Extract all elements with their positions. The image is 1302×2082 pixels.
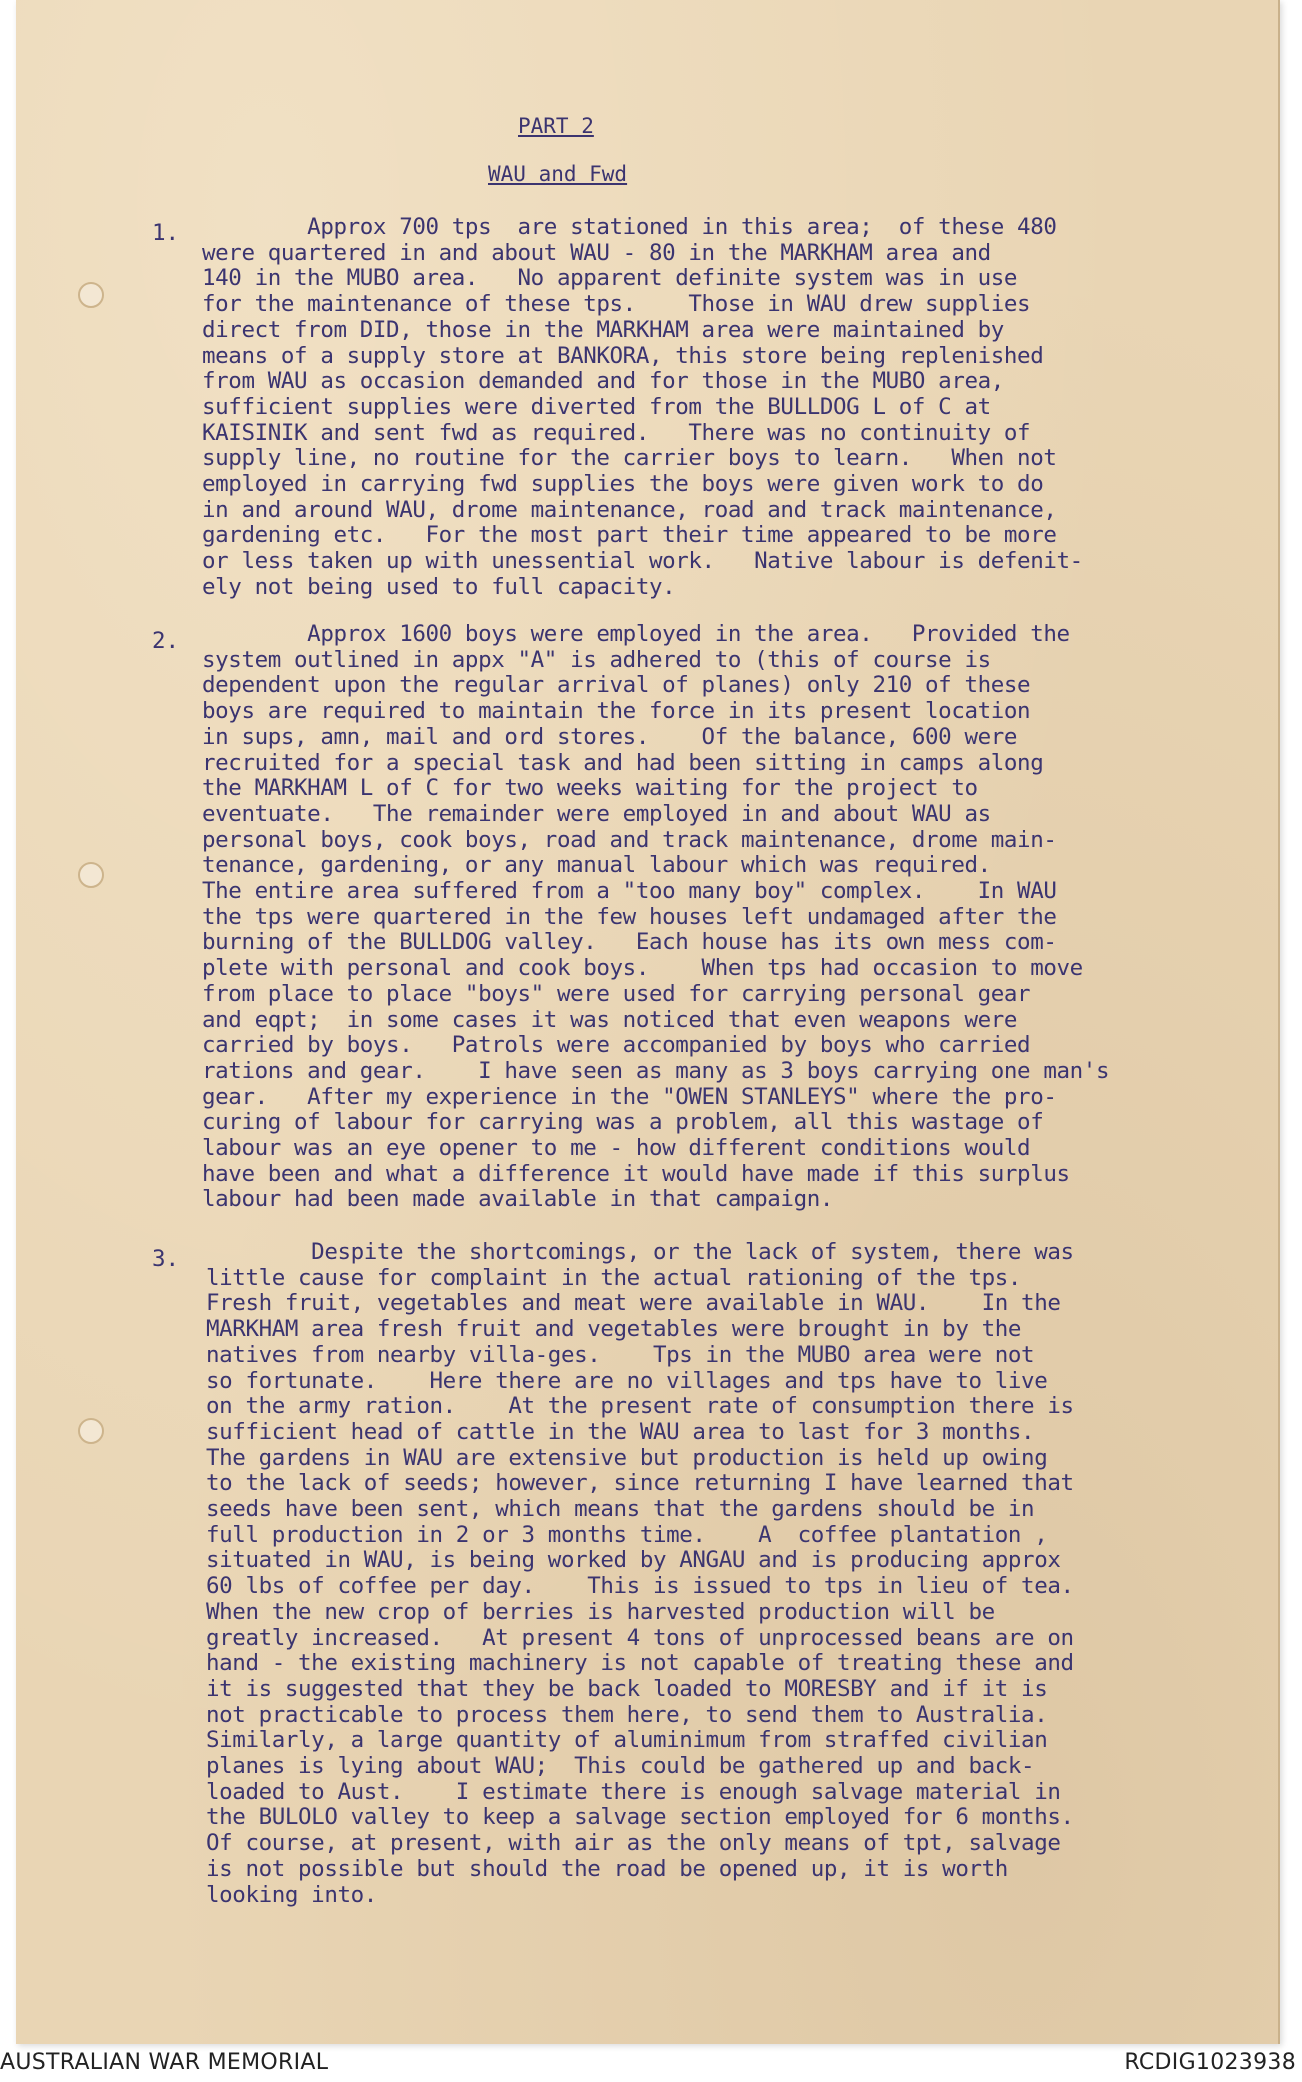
punch-hole — [78, 1418, 104, 1444]
paragraph-1-text: Approx 700 tps are stationed in this area; of these 480 were quartered in and about WAU - 80 in the MARKHAM area and 140 in the MUBO area. No apparent definite system was in use for the maintenance of these tps. Those in WAU drew supplies direct from DID, those in the MARKHAM area were maintained by means of a supply store at BANKORA, this store being replenished from WAU as occasion demanded and for those in the MUBO area, sufficient supplies were diverted from the BULLDOG L of C at KAISINIK and sent fwd as required. There was no continuity of supply line, no routine for the carrier boys to learn. When not employed in carrying fwd supplies the boys were given work to do in and around WAU, drome maintenance, road and track maintenance, gardening etc. For the most part their time appeared to be more or less taken up with unessential work. Native labour is defenit- ely not being used to full capacity. — [202, 214, 1083, 600]
paragraph-2-text: Approx 1600 boys were employed in the area. Provided the system outlined in appx "A" is adhered to (this of course is dependent upon the regular arrival of planes) only 210 of these boys are required to maintain the force in its present location in sups, amn, mail and ord stores. Of the balance, 600 were recruited for a special task and had been sitting in camps along the MARKHAM L of C for two weeks waiting for the project to eventuate. The remainder were employed in and about WAU as personal boys, cook boys, road and track maintenance, drome main- tenance, gardening, or any manual labour which was required. The entire area suffered from a "too many boy" complex. In WAU the tps were quartered in the few houses left undamaged after the burning of the BULLDOG valley. Each house has its own mess com- plete with personal and cook boys. When tps had occasion to move from place to place "boys" were used for carrying personal gear and eqpt; in some cases it was noticed that even weapons were carried by boys. Patrols were accompanied by boys who carried rations and gear. I have seen as many as 3 boys carrying one man's gear. After my experience in the "OWEN STANLEYS" where the pro- curing of labour for carrying was a problem, all this wastage of labour was an eye opener to me - how different conditions would have been and what a difference it would have made if this surplus labour had been made available in that campaign. — [202, 621, 1110, 1213]
footer-reference-id: RCDIG1023938 — [1124, 2050, 1296, 2075]
punch-hole — [78, 862, 104, 888]
document-paper — [16, 0, 1280, 2044]
paragraph-2-number: 2. — [152, 628, 180, 654]
paragraph-1-number: 1. — [152, 220, 180, 246]
paragraph-3-number: 3. — [152, 1246, 180, 1272]
paragraph-3-text: Despite the shortcomings, or the lack of system, there was little cause for complaint in the actual rationing of the tps. Fresh fruit, vegetables and meat were available in WAU. In the MARKHAM area fresh fruit and vegetables were brought in by the natives from nearby villa-ges. Tps in the MUBO area were not so fortunate. Here there are no villages and tps have to live on the army ration. At the present rate of consumption there is sufficient head of cattle in the WAU area to last for 3 months. The gardens in WAU are extensive but production is held up owing to the lack of seeds; however, since returning I have learned that seeds have been sent, which means that the gardens should be in full production in 2 or 3 months time. A coffee plantation , situated in WAU, is being worked by ANGAU and is producing approx 60 lbs of coffee per day. This is issued to tps in lieu of tea. When the new crop of berries is harvested production will be greatly increased. At present 4 tons of unprocessed beans are on hand - the existing machinery is not capable of treating these and it is suggested that they be back loaded to MORESBY and if it is not practicable to process them here, to send them to Australia. Similarly, a large quantity of aluminimum from straffed civilian planes is lying about WAU; This could be gathered up and back- loaded to Aust. I estimate there is enough salvage material in the BULOLO valley to keep a salvage section employed for 6 months. Of course, at present, with air as the only means of tpt, salvage is not possible but should the road be opened up, it is worth looking into. — [206, 1239, 1074, 1908]
footer-source-label: AUSTRALIAN WAR MEMORIAL — [0, 2050, 329, 2075]
punch-hole — [78, 282, 104, 308]
section-title: WAU and Fwd — [488, 162, 628, 186]
part-title: PART 2 — [518, 114, 594, 138]
